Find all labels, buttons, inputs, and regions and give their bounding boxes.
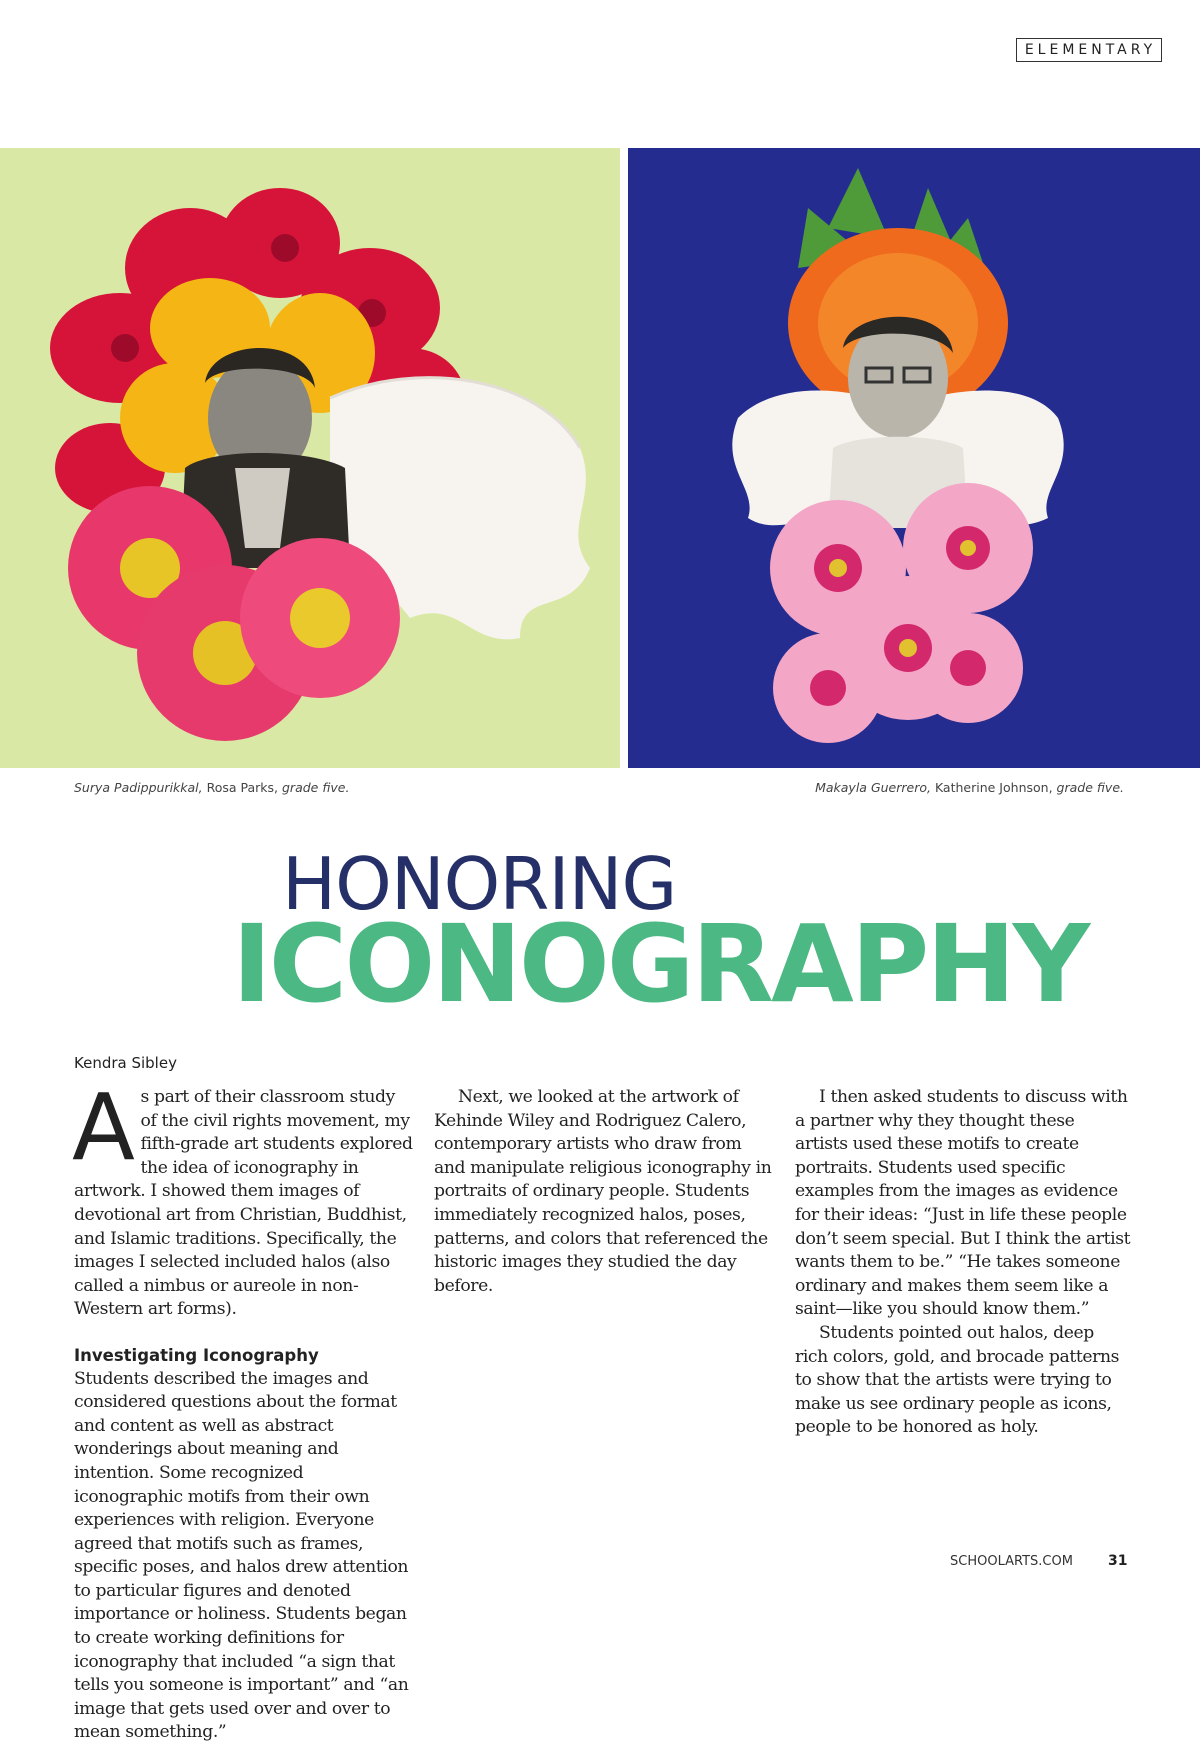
section-tag: ELEMENTARY — [1016, 38, 1162, 62]
article-title-line2: ICONOGRAPHY — [232, 903, 1088, 1027]
collage-katherine-johnson-image — [628, 148, 1200, 768]
page-number: 31 — [1108, 1553, 1128, 1569]
caption-right-title: Katherine Johnson, — [930, 780, 1053, 795]
paragraph-2-text: Students described the images and considered questions about the format and content as well as abstract wonderings about meaning and intention. Some recognized iconographic motifs from their own experiences with religion. Everyone agreed that motifs such as frames, specific poses, and halos drew attention to particular figures and denoted importance or holiness. Students began to create working definitions for iconography that included “a sign that tells you someone is important” and “an image that gets used over and over to mean something.” — [74, 1368, 409, 1743]
paragraph-4-text: I then asked students to discuss with a partner why they thought these artists used these motifs to create portraits. Students used specific examples from the images as evidence for their ideas: “Just in life these people don’t seem special. But I think the artist wants them to be.” “He takes someone ordinary and makes them seem like a saint—like you should know them.” — [795, 1087, 1131, 1320]
drop-cap: A — [72, 1074, 135, 1181]
footer-website: SCHOOLARTS.COM — [950, 1554, 1073, 1569]
artwork-rosa-parks-collage — [0, 148, 620, 768]
caption-left-artist: Surya Padippurikkal, — [74, 780, 203, 795]
caption-right-grade: grade five. — [1052, 780, 1124, 795]
artwork-katherine-johnson-collage — [628, 148, 1200, 768]
paragraph-5-text: Students pointed out halos, deep rich colors, gold, and brocade patterns to show that the artists were trying to make us see ordinary people as icons, people to be honored as holy. — [795, 1322, 1120, 1438]
author-byline: Kendra Sibley — [74, 1054, 177, 1072]
caption-left-title: Rosa Parks, — [202, 780, 279, 795]
article-title-line1: HONORING — [282, 842, 677, 926]
paragraph-3-text: Next, we looked at the artwork of Kehinde Wiley and Rodriguez Calero, contemporary artists who draw from and manipulate religious iconography in portraits of ordinary people. Students immediately recognized halos, poses, patterns, and colors that referenced the historic images they studied the day before. — [434, 1087, 772, 1296]
article-column-2 — [434, 1086, 774, 1298]
article-paragraph-1 — [72, 1074, 414, 1322]
article-paragraph-4 — [795, 1086, 1131, 1322]
article-paragraph-5 — [795, 1322, 1131, 1440]
caption-right — [815, 780, 1124, 795]
article-column-3 — [795, 1086, 1131, 1440]
caption-left-grade: grade five. — [278, 780, 350, 795]
article-column-1 — [72, 1074, 414, 1745]
article-paragraph-3 — [434, 1086, 774, 1298]
caption-left — [74, 780, 349, 795]
article-paragraph-2 — [74, 1368, 414, 1745]
subhead-investigating-iconography: Investigating Iconography — [74, 1345, 319, 1365]
paragraph-1-text: s part of their classroom study of the civil rights movement, my fifth-grade art students explored the idea of iconography in artwork. I showed them images of devotional art from Christian, Buddhist, and Islamic traditions. Specifically, the images I selected included halos (also called a nimbus or aureole in non-Western art forms). — [74, 1087, 413, 1320]
collage-rosa-parks-image — [0, 148, 620, 768]
caption-right-artist: Makayla Guerrero, — [815, 780, 931, 795]
